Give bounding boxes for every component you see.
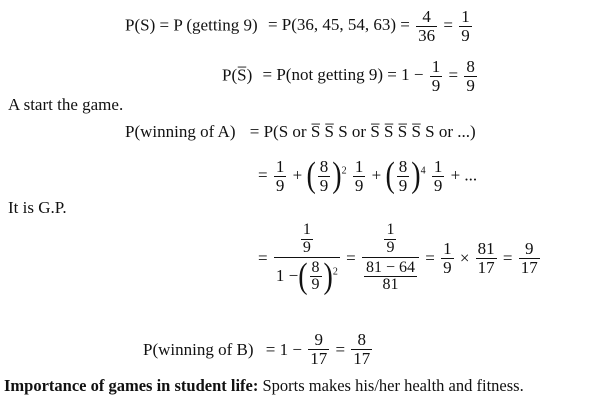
- series-ratio-1: $\frac{8}{9}$: [319, 157, 329, 195]
- series-ratio-2: $\frac{8}{9}$: [398, 157, 408, 195]
- psbar-equals: =: [448, 65, 459, 85]
- importance-paragraph: [4, 378, 524, 395]
- ps-lhs: P(S) = P (getting 9): [125, 15, 258, 35]
- gp-factor-1: $\frac{1}{9}$: [443, 238, 452, 277]
- gp-equals-2: =: [346, 248, 356, 268]
- pwb-lhs: P(winning of B): [143, 339, 254, 359]
- series-exponent-4: 4: [420, 165, 426, 177]
- gp-sum-equation: [258, 221, 542, 297]
- importance-text: Sports makes his/her health and fitness.: [258, 376, 524, 395]
- psbar-equation: [222, 58, 479, 95]
- series-term-3: $\frac{1}{9}$: [433, 157, 443, 195]
- series-tail: + ...: [450, 165, 478, 185]
- psbar-fraction-2: $\frac{8}{9}$: [466, 57, 475, 95]
- series-exponent-2: 2: [341, 165, 347, 177]
- gp-result: $\frac{9}{17}$: [520, 238, 538, 277]
- gp-times: ×: [459, 248, 470, 268]
- paren-close-2: ): [411, 155, 421, 196]
- ps-fraction-1: $\frac{4}{36}$: [418, 7, 436, 45]
- gp-second-fraction: $\frac{\frac{1}{9}}{\frac{81 - 64}{81}}$: [362, 222, 419, 294]
- pwb-fraction-2: $\frac{8}{17}$: [353, 330, 371, 368]
- series-plus-1: +: [292, 165, 303, 185]
- series-equals: =: [258, 165, 268, 185]
- gp-factor-2: $\frac{81}{17}$: [477, 238, 495, 277]
- paren-close-1: ): [332, 155, 342, 196]
- pwb-equation: [143, 331, 374, 368]
- series-equation: [258, 155, 478, 196]
- gp-equals-4: =: [502, 248, 513, 268]
- pwb-equals: =: [335, 339, 346, 359]
- series-plus-2: +: [371, 165, 382, 185]
- paren-open-2: (: [385, 155, 395, 196]
- pwb-fraction-1: $\frac{9}{17}$: [310, 330, 328, 368]
- ps-equals: =: [443, 15, 453, 35]
- ps-mid: = P(36, 45, 54, 63) =: [267, 15, 410, 35]
- gp-equals-3: =: [425, 248, 435, 268]
- pwa-rhs: = P(S or S̅ S̅ S or S̅ S̅ S̅ S̅ S or ...): [249, 122, 476, 141]
- psbar-fraction-1: $\frac{1}{9}$: [431, 57, 441, 95]
- ps-equation: [125, 8, 474, 45]
- series-term-1: $\frac{1}{9}$: [275, 157, 285, 195]
- paren-open-1: (: [306, 155, 316, 196]
- gp-text: It is G.P.: [8, 198, 67, 217]
- importance-heading: Importance of games in student life:: [4, 376, 259, 395]
- series-term-2: $\frac{1}{9}$: [354, 157, 364, 195]
- psbar-mid: = P(not getting 9) = 1 −: [262, 65, 424, 85]
- gp-big-fraction: $\frac{1}{9}$ 1 −( $\frac{8}{9}$ )$^2$: [275, 221, 338, 297]
- pwa-equation: [125, 123, 476, 140]
- pwb-mid: = 1 −: [265, 339, 302, 359]
- ps-fraction-2: $\frac{1}{9}$: [461, 7, 470, 45]
- pwa-lhs: P(winning of A): [125, 122, 236, 141]
- gp-equals-1: =: [258, 248, 268, 268]
- a-start-text: A start the game.: [8, 95, 124, 114]
- psbar-lhs: P(S̅): [222, 65, 253, 85]
